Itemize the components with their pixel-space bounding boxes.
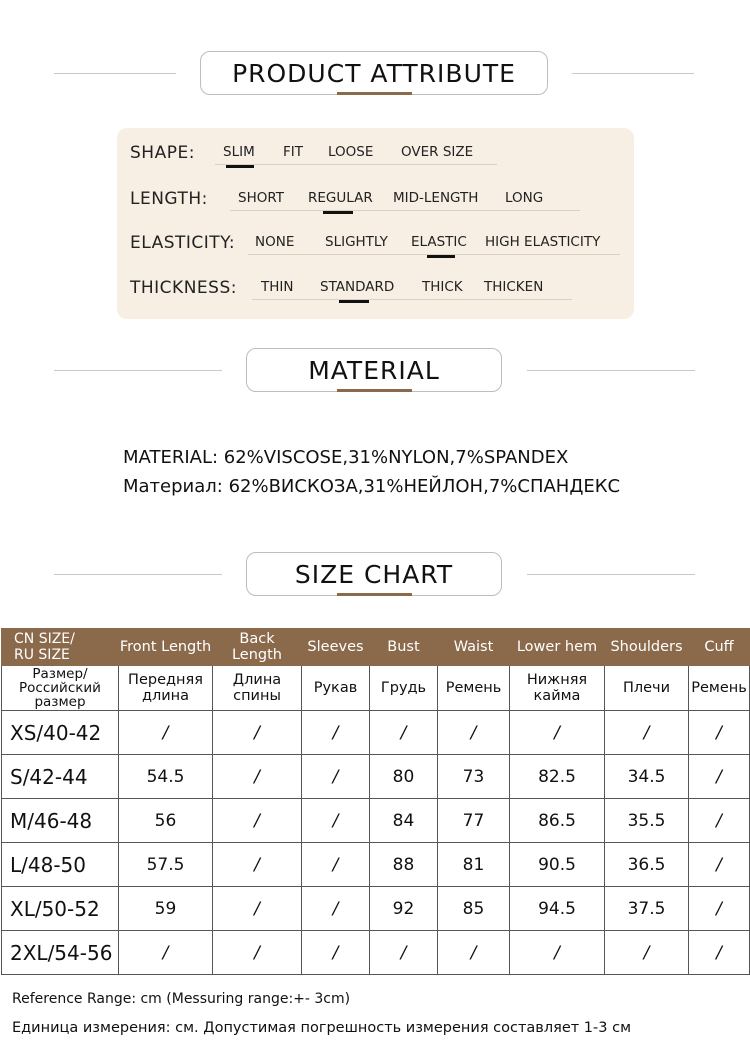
table-cell: /: [302, 711, 370, 755]
table-cell: /: [302, 887, 370, 931]
table-cell: /: [302, 843, 370, 887]
attribute-option: THIN: [261, 279, 294, 295]
table-row: [2, 799, 750, 843]
attribute-option: SLIGHTLY: [325, 234, 388, 250]
table-cell: /: [370, 711, 438, 755]
attribute-option: HIGH ELASTICITY: [485, 234, 601, 250]
attribute-option: FIT: [283, 144, 303, 160]
table-cell: 81: [438, 843, 510, 887]
table-cell: 34.5: [605, 755, 689, 799]
table-cell: /: [605, 711, 689, 755]
table-cell: /: [370, 931, 438, 975]
table-header-cell: CN SIZE/ RU SIZE: [2, 629, 119, 666]
table-cell: /: [213, 843, 302, 887]
table-header-russian-cell: Ремень: [689, 666, 750, 711]
table-cell: 73: [438, 755, 510, 799]
header-rule-left: [54, 574, 222, 575]
material-russian: Материал: 62%ВИСКОЗА,31%НЕЙЛОН,7%СПАНДЕКС: [123, 476, 621, 497]
section-title-text: SIZE CHART: [294, 559, 454, 589]
reference-range-note: Reference Range: cm (Messuring range:+- 3cm): [12, 991, 351, 1007]
attribute-option: OVER SIZE: [401, 144, 474, 160]
table-header-cell: Front Length: [119, 629, 213, 666]
table-cell: 86.5: [510, 799, 605, 843]
table-cell: 37.5: [605, 887, 689, 931]
table-cell: 90.5: [510, 843, 605, 887]
section-title-product-attribute: [200, 51, 548, 95]
table-cell: /: [213, 755, 302, 799]
attribute-option: LOOSE: [328, 144, 374, 160]
table-header-cell: Cuff: [689, 629, 750, 666]
size-chart-table: [1, 628, 750, 975]
header-rule-right: [527, 370, 695, 371]
table-header-cell: Lower hem: [510, 629, 605, 666]
table-cell: /: [302, 755, 370, 799]
header-rule-right: [572, 73, 694, 74]
attribute-option: LONG: [505, 190, 544, 206]
table-cell: /: [510, 931, 605, 975]
section-title-material: [246, 348, 502, 392]
table-cell: 56: [119, 799, 213, 843]
header-accent: [337, 593, 412, 596]
table-cell: /: [689, 843, 750, 887]
table-header-russian-cell: Плечи: [605, 666, 689, 711]
selected-option-marker: [427, 255, 455, 258]
table-header-russian-cell: Грудь: [370, 666, 438, 711]
table-cell: /: [689, 931, 750, 975]
table-row: [2, 843, 750, 887]
table-cell: 85: [438, 887, 510, 931]
table-cell: 80: [370, 755, 438, 799]
table-cell: 88: [370, 843, 438, 887]
table-cell: /: [605, 931, 689, 975]
section-title-text: MATERIAL: [308, 355, 440, 385]
table-cell: /: [438, 931, 510, 975]
header-accent: [337, 389, 412, 392]
table-header-russian-cell: Рукав: [302, 666, 370, 711]
section-title-text: PRODUCT ATTRIBUTE: [232, 58, 516, 88]
size-label-cell: XL/50-52: [2, 887, 119, 931]
attribute-option: SLIM: [223, 144, 255, 160]
attribute-option: MID-LENGTH: [393, 190, 479, 206]
selected-option-marker: [226, 165, 254, 168]
attribute-option: THICK: [422, 279, 463, 295]
table-header-russian-cell: Размер/ Российский размер: [2, 666, 119, 711]
attribute-label: THICKNESS:: [130, 278, 237, 298]
table-cell: 92: [370, 887, 438, 931]
attribute-option: THICKEN: [484, 279, 544, 295]
material-english: MATERIAL: 62%VISCOSE,31%NYLON,7%SPANDEX: [123, 447, 569, 468]
table-header-russian-cell: Ремень: [438, 666, 510, 711]
table-row: [2, 931, 750, 975]
table-header-cell: Shoulders: [605, 629, 689, 666]
table-cell: 84: [370, 799, 438, 843]
attribute-label: LENGTH:: [130, 189, 208, 209]
attribute-rule: [215, 164, 497, 165]
attribute-option: ELASTIC: [411, 234, 467, 250]
attribute-rule: [252, 299, 572, 300]
table-cell: /: [689, 755, 750, 799]
measurement-note-russian: Единица измерения: см. Допустимая погрешность измерения составляет 1-3 см: [12, 1020, 632, 1036]
table-header-cell: Waist: [438, 629, 510, 666]
table-cell: /: [510, 711, 605, 755]
table-header-cell: Bust: [370, 629, 438, 666]
table-row: [2, 755, 750, 799]
attribute-rule: [230, 210, 580, 211]
attribute-option: SHORT: [238, 190, 284, 206]
table-cell: /: [213, 931, 302, 975]
table-header-cell: Back Length: [213, 629, 302, 666]
table-cell: /: [689, 887, 750, 931]
table-cell: /: [302, 799, 370, 843]
table-cell: 59: [119, 887, 213, 931]
section-title-size-chart: [246, 552, 502, 596]
size-label-cell: S/42-44: [2, 755, 119, 799]
table-cell: /: [689, 799, 750, 843]
attribute-label: SHAPE:: [130, 143, 195, 163]
table-cell: /: [213, 887, 302, 931]
table-header-russian-row: [2, 666, 750, 711]
table-row: [2, 887, 750, 931]
table-cell: 82.5: [510, 755, 605, 799]
attribute-option: REGULAR: [308, 190, 373, 206]
table-cell: /: [689, 711, 750, 755]
table-header-russian-cell: Передняя длина: [119, 666, 213, 711]
size-label-cell: L/48-50: [2, 843, 119, 887]
table-header-russian-cell: Нижняя кайма: [510, 666, 605, 711]
attribute-option: NONE: [255, 234, 295, 250]
table-cell: /: [119, 931, 213, 975]
table-cell: 36.5: [605, 843, 689, 887]
table-cell: /: [213, 799, 302, 843]
header-accent: [337, 92, 412, 95]
header-rule-left: [54, 73, 176, 74]
attribute-label: ELASTICITY:: [130, 233, 236, 253]
table-header-cell: Sleeves: [302, 629, 370, 666]
table-row: [2, 711, 750, 755]
header-rule-right: [527, 574, 695, 575]
table-cell: 77: [438, 799, 510, 843]
size-label-cell: 2XL/54-56: [2, 931, 119, 975]
table-cell: 57.5: [119, 843, 213, 887]
size-label-cell: M/46-48: [2, 799, 119, 843]
selected-option-marker: [339, 300, 369, 303]
table-header-russian-cell: Длина спины: [213, 666, 302, 711]
selected-option-marker: [323, 211, 353, 214]
size-label-cell: XS/40-42: [2, 711, 119, 755]
table-cell: /: [438, 711, 510, 755]
table-cell: /: [302, 931, 370, 975]
table-cell: 94.5: [510, 887, 605, 931]
table-cell: 54.5: [119, 755, 213, 799]
header-rule-left: [54, 370, 222, 371]
table-cell: /: [119, 711, 213, 755]
table-cell: /: [213, 711, 302, 755]
table-cell: 35.5: [605, 799, 689, 843]
attribute-option: STANDARD: [320, 279, 395, 295]
